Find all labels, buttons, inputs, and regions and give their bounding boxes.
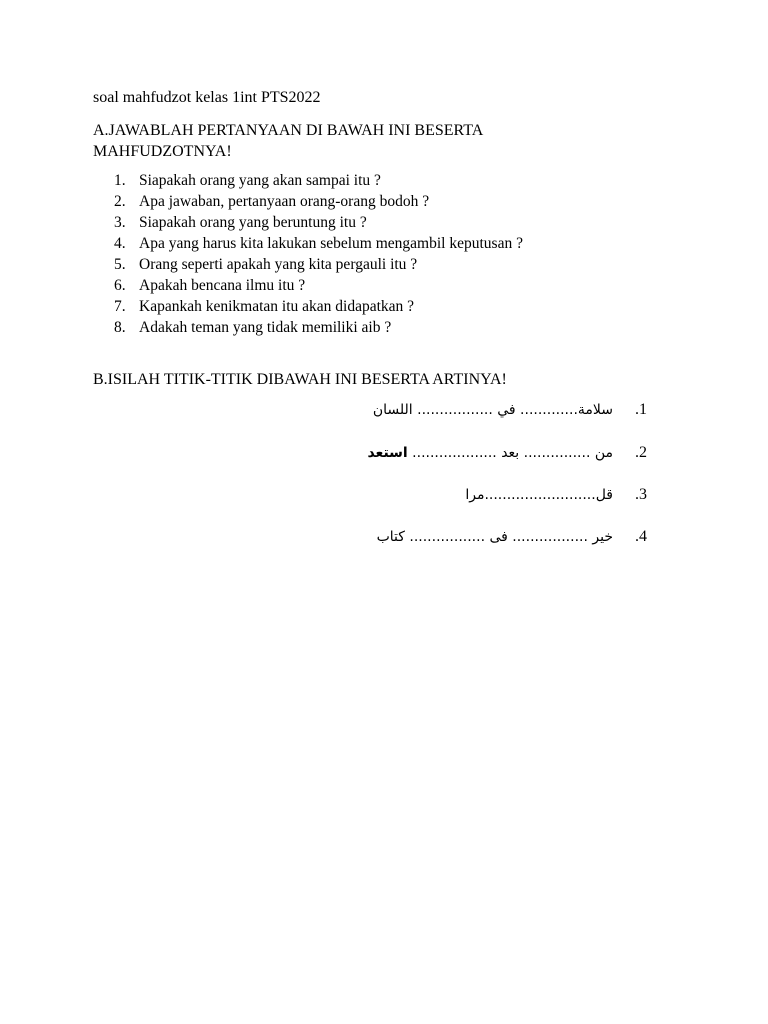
arabic-item (465, 483, 668, 507)
arabic-phrase: خير ................. فى ................. كتاب (376, 529, 613, 545)
question-item (114, 191, 523, 212)
question-item (114, 212, 523, 233)
arabic-phrase: قل.........................مرا (465, 487, 613, 503)
question-text: Kapankah kenikmatan itu akan didapatkan ? (139, 298, 415, 315)
question-item (114, 275, 523, 296)
question-number: 4. (114, 235, 126, 252)
question-text: Siapakah orang yang beruntung itu ? (139, 214, 367, 231)
arabic-phrase-main: من ............... بعد ................... (407, 445, 613, 461)
question-item (114, 317, 523, 338)
question-number: 5. (114, 256, 126, 273)
arabic-item-number: .1 (635, 401, 647, 418)
question-text: Apakah bencana ilmu itu ? (139, 277, 306, 294)
question-item (114, 170, 523, 191)
question-number: 6. (114, 277, 126, 294)
arabic-item (377, 525, 668, 549)
section-a-heading: A.JAWABLAH PERTANYAAN DI BAWAH INI BESERTA MAHFUDZOTNYA! (93, 122, 483, 160)
question-item (114, 254, 523, 275)
question-item (114, 233, 523, 254)
question-text: Apa yang harus kita lakukan sebelum mengambil keputusan ? (139, 235, 523, 252)
question-text: Apa jawaban, pertanyaan orang-orang bodoh ? (139, 193, 430, 210)
arabic-item (373, 398, 668, 422)
question-text: Siapakah orang yang akan sampai itu ? (139, 172, 381, 189)
arabic-phrase-bold: استعد (367, 445, 408, 461)
arabic-item (367, 441, 668, 465)
question-number: 8. (114, 319, 126, 336)
question-number: 1. (114, 172, 126, 189)
question-number: 3. (114, 214, 126, 231)
question-item (114, 296, 523, 317)
question-number: 7. (114, 298, 126, 315)
arabic-item-number: .2 (635, 444, 647, 461)
section-b-heading: B.ISILAH TITIK-TITIK DIBAWAH INI BESERTA ARTINYA! (93, 371, 507, 388)
question-list (114, 170, 523, 338)
arabic-phrase (367, 445, 613, 461)
question-text: Orang seperti apakah yang kita pergauli itu ? (139, 256, 418, 273)
document-title: soal mahfudzot kelas 1int PTS2022 (93, 89, 321, 106)
arabic-item-number: .3 (635, 486, 647, 503)
question-number: 2. (114, 193, 126, 210)
arabic-item-number: .4 (635, 528, 647, 545)
arabic-phrase: سلامة............. في ................. اللسان (372, 402, 613, 418)
question-text: Adakah teman yang tidak memiliki aib ? (139, 319, 392, 336)
